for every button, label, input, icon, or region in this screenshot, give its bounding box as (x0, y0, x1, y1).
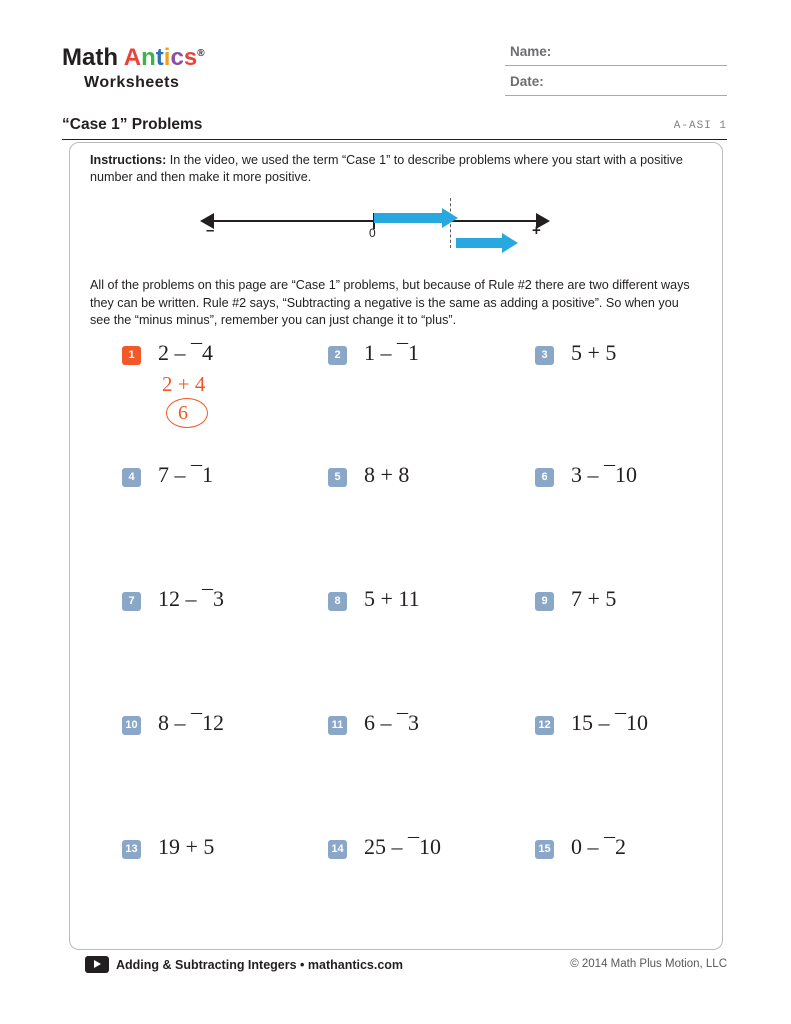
title-divider (62, 139, 727, 140)
answer-value: 6 (178, 402, 188, 424)
problem-number-badge: 13 (122, 840, 141, 859)
problem-expression: 12 – ¯3 (158, 586, 224, 611)
logo-letter-t: t (155, 44, 164, 71)
problem-number-badge: 6 (535, 468, 554, 487)
problem-number-badge: 15 (535, 840, 554, 859)
problem-number-badge: 5 (328, 468, 347, 487)
problem-expression: 25 – ¯10 (364, 834, 441, 859)
blue-arrow-first-head-icon (442, 208, 458, 228)
problem-number-badge: 7 (122, 592, 141, 611)
problem-number-badge: 14 (328, 840, 347, 859)
blue-arrow-second-bar (456, 238, 504, 248)
problem-expression: 2 – ¯4 (158, 340, 213, 365)
instructions-block (90, 152, 690, 186)
name-label: Name: (510, 44, 552, 59)
explanation-paragraph: All of the problems on this page are “Case 1” problems, but because of Rule #2 there are two different ways they can be written. Rule #2 says, “Subtracting a negative is the same as adding a positive”. So when you see the “minus minus”, remember you can just change it to “plus”. (90, 278, 690, 327)
problem-expression: 5 + 5 (571, 340, 617, 365)
logo-letter-i: i (163, 44, 171, 71)
logo-subtitle: Worksheets (84, 74, 180, 91)
footer-copyright: © 2014 Math Plus Motion, LLC (570, 958, 727, 970)
logo-letter-a: A (123, 44, 142, 71)
problem-expression: 6 – ¯3 (364, 710, 419, 735)
problem-expression: 7 – ¯1 (158, 462, 213, 487)
page-title: “Case 1” Problems (62, 116, 203, 133)
problem-number-badge: 1 (122, 346, 141, 365)
date-label: Date: (510, 74, 544, 89)
problem-expression: 0 – ¯2 (571, 834, 626, 859)
problem-expression: 19 + 5 (158, 834, 215, 859)
problem-row (90, 586, 700, 710)
title-row (62, 116, 727, 134)
blue-arrow-second-head-icon (502, 233, 518, 253)
logo-letter-n: n (141, 44, 156, 71)
problem-number-badge: 8 (328, 592, 347, 611)
problem-expression: 15 – ¯10 (571, 710, 648, 735)
date-input-line[interactable] (505, 95, 727, 96)
problem-number-badge: 2 (328, 346, 347, 365)
instructions-text: In the video, we used the term “Case 1” to describe problems where you start with a positive number and then make it more positive. (90, 153, 683, 184)
math-antics-logo (62, 44, 302, 92)
problem-number-badge: 10 (122, 716, 141, 735)
problem-expression: 3 – ¯10 (571, 462, 637, 487)
play-button-icon[interactable] (85, 956, 109, 973)
problem-expression: 7 + 5 (571, 586, 617, 611)
registered-trademark-icon: ® (197, 48, 205, 59)
logo-word-math: Math (62, 44, 118, 71)
problem-number-badge: 11 (328, 716, 347, 735)
problem-expression: 1 – ¯1 (364, 340, 419, 365)
axis-plus-label: + (532, 222, 541, 239)
problem-expression: 8 – ¯12 (158, 710, 224, 735)
axis-minus-label: – (206, 222, 215, 239)
problem-expression: 8 + 8 (364, 462, 410, 487)
problem-number-badge: 9 (535, 592, 554, 611)
problem-row (90, 340, 700, 462)
problem-row (90, 462, 700, 586)
worked-step: 2 + 4 (162, 372, 206, 396)
problem-number-badge: 4 (122, 468, 141, 487)
logo-wordmark (62, 44, 302, 72)
problem-row (90, 834, 700, 958)
instructions-label: Instructions: (90, 153, 167, 167)
problem-number-badge: 12 (535, 716, 554, 735)
logo-letter-s: s (183, 44, 198, 71)
problem-expression: 5 + 11 (364, 586, 420, 611)
footer-link-text[interactable]: Adding & Subtracting Integers • mathantics.com (116, 958, 404, 972)
page-code: A-ASI 1 (673, 120, 727, 132)
axis-zero-label: 0 (369, 226, 376, 240)
problems-grid (90, 340, 700, 958)
number-line-diagram (200, 200, 560, 260)
name-input-line[interactable] (505, 65, 727, 66)
logo-letter-c: c (170, 44, 184, 71)
blue-arrow-first-bar (374, 213, 444, 223)
problem-number-badge: 3 (535, 346, 554, 365)
problem-row (90, 710, 700, 834)
